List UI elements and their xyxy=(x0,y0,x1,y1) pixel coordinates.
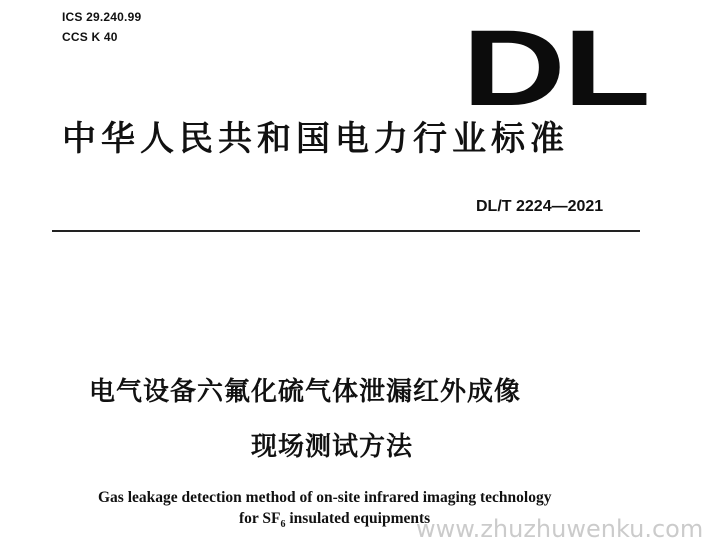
document-title-en-line2 xyxy=(239,510,430,530)
document-title-en-line1: Gas leakage detection method of on-site infrared imaging technology xyxy=(98,489,552,506)
en-title-prefix: for SF xyxy=(239,510,281,527)
en-title-suffix: insulated equipments xyxy=(285,510,431,527)
en-title-subscript: 6 xyxy=(280,519,286,531)
standard-title: 中华人民共和国电力行业标准 xyxy=(62,119,569,159)
document-title-zh-line1: 电气设备六氟化硫气体泄漏红外成像 xyxy=(89,377,522,407)
document-title-zh-line2: 现场测试方法 xyxy=(251,432,414,462)
standard-number: DL/T 2224—2021 xyxy=(476,198,604,215)
header-divider xyxy=(52,230,640,232)
dl-logo: DL xyxy=(462,7,649,128)
site-watermark: www.zhuzhuwenku.com xyxy=(416,515,704,543)
ics-code: ICS 29.240.99 xyxy=(62,10,142,24)
ccs-code: CCS K 40 xyxy=(62,30,118,44)
